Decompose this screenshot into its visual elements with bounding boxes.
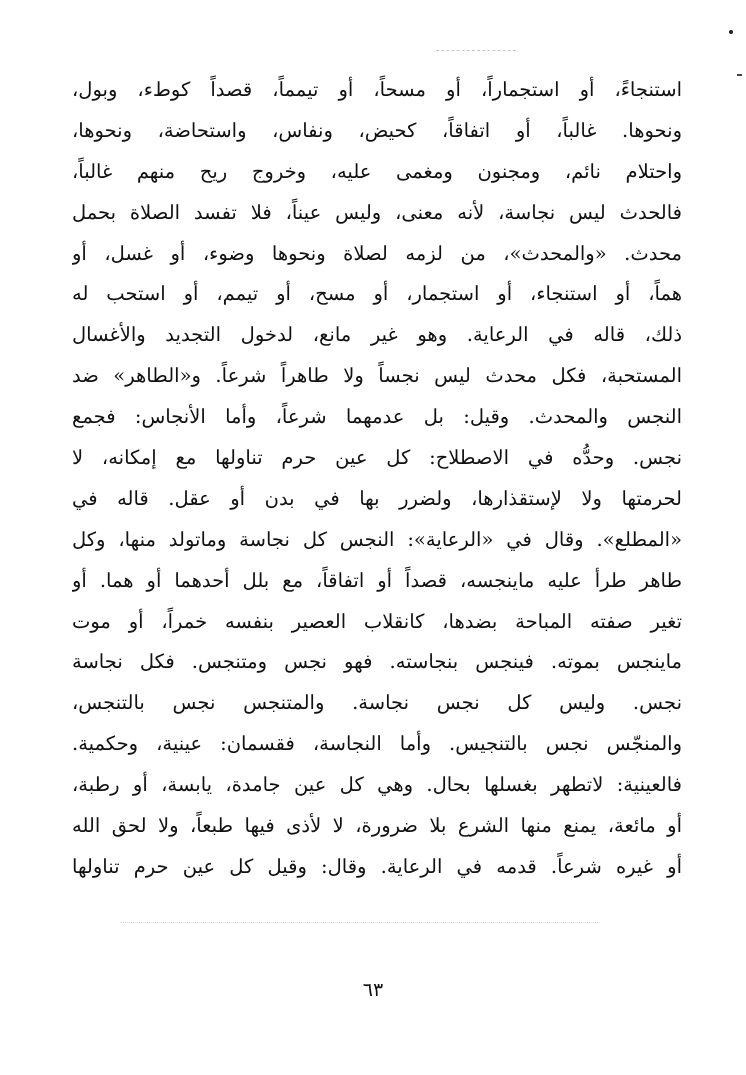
text-line: واحتلام نائم، ومجنون ومغمى عليه، وخروج ريح منهم غالباً،	[72, 159, 682, 183]
text-line: فالعينية: لاتطهر بغسلها بحال. وهي كل عين جامدة، يابسة، أو رطبة،	[72, 773, 682, 797]
text-line: «المطلع». وقال في «الرعاية»: النجس كل نجاسة وماتولد منها، وكل	[72, 527, 682, 551]
text-line: المستحبة، فكل محدث ليس نجساً ولا طاهراً شرعاً. و«الطاهر» ضد	[72, 364, 682, 388]
text-line: والمنجّس نجس بالتنجيس. وأما النجاسة، فقسمان: عينية، وحكمية.	[72, 732, 682, 756]
text-line: نجس. وليس كل نجس نجاسة. والمتنجس نجس بالتنجس،	[72, 691, 682, 715]
text-line: استنجاءً، أو استجماراً، أو مسحاً، أو تيمماً، قصداً كوطء، وبول،	[72, 78, 682, 101]
body-text	[72, 70, 682, 888]
text-line: ذلك، قاله في الرعاية. وهو غير مانع، لدخول التجديد والأغسال	[72, 323, 682, 347]
footer-rule	[120, 922, 600, 923]
text-line: أو مائعة، يمنع منها الشرع بلا ضرورة، لا لأذى فيها طبعاً، ولا لحق الله	[72, 814, 682, 838]
header-rule	[436, 50, 516, 51]
corner-dot	[729, 30, 733, 34]
text-line: محدث. «والمحدث»، من لزمه لصلاة ونحوها وضوء، أو غسل، أو	[72, 241, 682, 265]
text-line: فالحدث ليس نجاسة، لأنه معنى، وليس عيناً، فلا تفسد الصلاة بحمل	[72, 200, 682, 224]
text-line: تغير صفته المباحة بضدها، كانقلاب العصير بنفسه خمراً، أو موت	[72, 609, 682, 633]
text-line: طاهر طرأ عليه ماينجسه، قصداً أو اتفاقاً، مع بلل أحدهما أو هما. أو	[72, 568, 682, 592]
page-number: ٦٣	[362, 979, 384, 1001]
text-line: نجس. وحدُّه في الاصطلاح: كل عين حرم تناولها مع إمكانه، لا	[72, 446, 682, 470]
text-line: هماً، أو استنجاء، أو استجمار، أو مسح، أو تيمم، أو استحب له	[72, 282, 682, 306]
text-line: ماينجس بموته. فينجس بنجاسته. فهو نجس ومتنجس. فكل نجاسة	[72, 650, 682, 674]
text-line: ونحوها. غالباً، أو اتفاقاً، كحيض، ونفاس، واستحاضة، ونحوها،	[72, 118, 682, 142]
text-line: النجس والمحدث. وقيل: بل عدمهما شرعاً، وأما الأنجاس: فجمع	[72, 405, 682, 429]
text-line: لحرمتها ولا لإستقذارها، ولضرر بها في بدن أو عقل. قاله في	[72, 486, 682, 510]
corner-dash	[737, 74, 742, 76]
text-line: أو غيره شرعاً. قدمه في الرعاية. وقال: وقيل كل عين حرم تناولها	[72, 854, 682, 878]
